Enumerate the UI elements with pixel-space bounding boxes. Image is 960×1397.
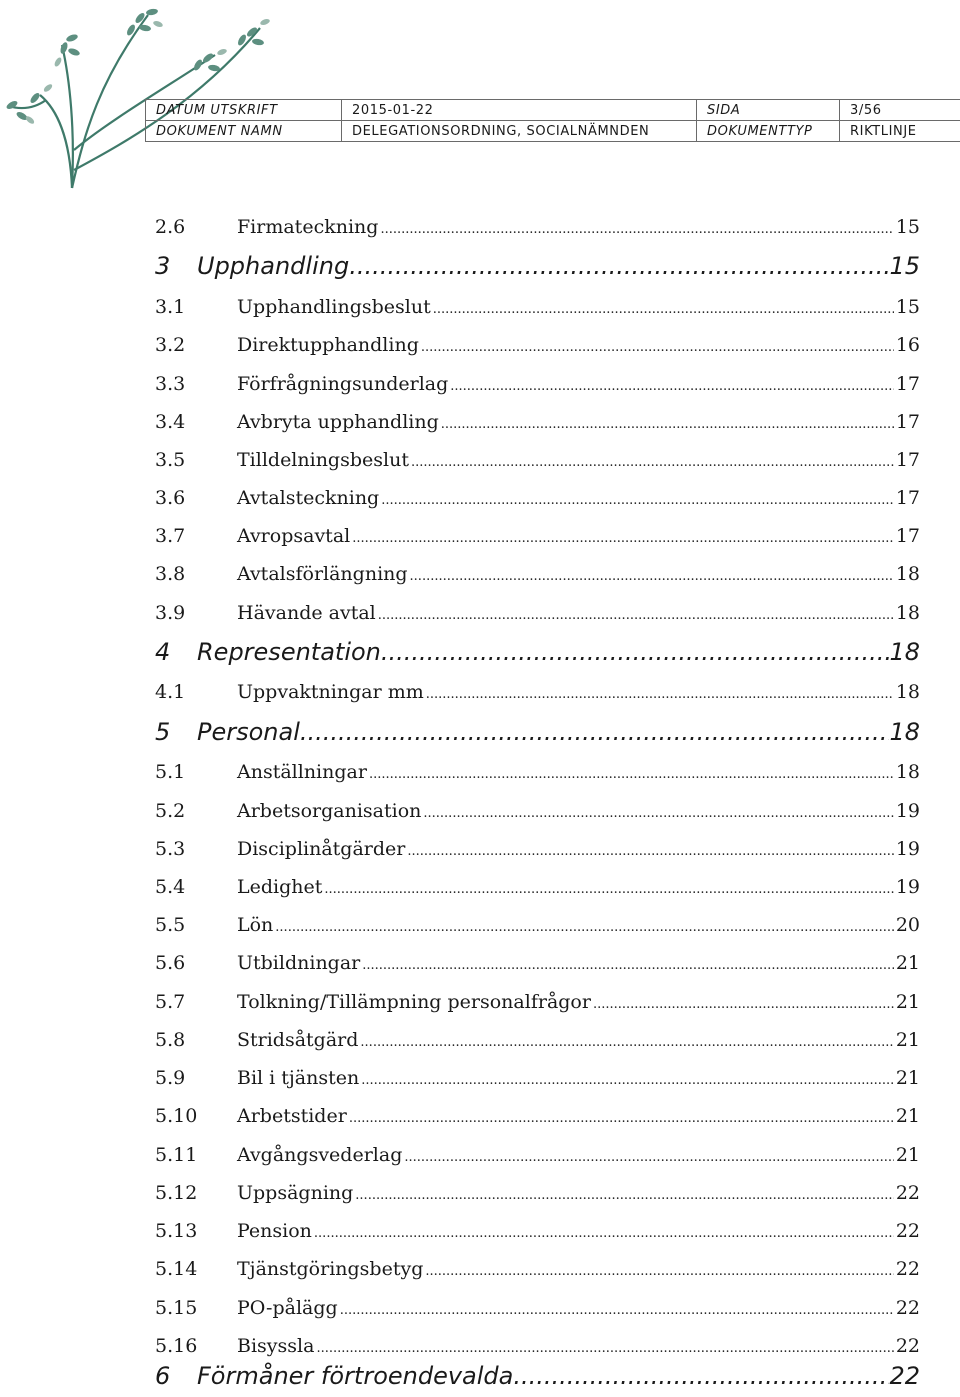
toc-leader — [378, 608, 894, 623]
toc-entry[interactable] — [155, 411, 920, 439]
toc-entry-page: 17 — [895, 411, 920, 433]
toc-chapter-title: Representation — [197, 638, 381, 666]
toc-chapter-page: 18 — [889, 638, 920, 666]
toc-entry-title: Uppsägning — [237, 1182, 354, 1204]
toc-entry-page: 22 — [895, 1182, 920, 1204]
toc-leader — [593, 997, 894, 1012]
toc-entry[interactable] — [155, 1029, 920, 1057]
toc-entry-title: Utbildningar — [237, 952, 361, 974]
toc-entry-page: 19 — [895, 876, 920, 898]
toc-leader — [349, 252, 889, 280]
page-label: SIDA — [697, 100, 840, 121]
toc-entry-title: Arbetstider — [237, 1105, 347, 1127]
toc-leader — [300, 718, 890, 746]
toc-entry-title: Disciplinåtgärder — [237, 838, 406, 860]
toc-leader — [316, 1341, 893, 1356]
toc-entry-number: 3.4 — [155, 411, 186, 433]
toc-leader — [352, 531, 894, 546]
toc-leader — [441, 417, 894, 432]
toc-entry-title: Bil i tjänsten — [237, 1067, 360, 1089]
toc-leader — [340, 1303, 894, 1318]
toc-chapter[interactable] — [155, 718, 920, 752]
toc-entry-number: 5.11 — [155, 1144, 198, 1166]
toc-entry-page: 21 — [895, 1067, 920, 1089]
toc-entry-number: 3.3 — [155, 373, 186, 395]
toc-leader — [369, 767, 894, 782]
toc-entry-title: Avropsavtal — [237, 525, 351, 547]
toc-leader — [425, 1264, 893, 1279]
toc-leader — [450, 379, 894, 394]
toc-entry[interactable] — [155, 1067, 920, 1095]
toc-entry-number: 5.12 — [155, 1182, 198, 1204]
toc-entry[interactable] — [155, 1182, 920, 1210]
toc-entry-page: 18 — [895, 761, 920, 783]
toc-leader — [380, 222, 893, 237]
toc-entry[interactable] — [155, 449, 920, 477]
toc-entry-number: 5.3 — [155, 838, 186, 860]
toc-leader — [433, 302, 894, 317]
toc-entry-title: Hävande avtal — [237, 602, 376, 624]
toc-leader — [404, 1150, 893, 1165]
toc-entry-number: 5.2 — [155, 800, 186, 822]
toc-entry-title: Avbryta upphandling — [237, 411, 439, 433]
toc-entry-number: 5.16 — [155, 1335, 198, 1357]
toc-entry-number: 5.5 — [155, 914, 186, 936]
print-date-value: 2015-01-22 — [342, 100, 697, 121]
toc-entry-page: 18 — [895, 602, 920, 624]
toc-entry-title: Direktupphandling — [237, 334, 419, 356]
toc-leader — [410, 569, 894, 584]
toc-entry-page: 22 — [895, 1220, 920, 1242]
toc-entry[interactable] — [155, 296, 920, 324]
toc-leader — [362, 958, 894, 973]
toc-entry[interactable] — [155, 563, 920, 591]
toc-entry[interactable] — [155, 1335, 920, 1363]
toc-leader — [355, 1188, 894, 1203]
toc-entry-page: 21 — [895, 991, 920, 1013]
toc-entry[interactable] — [155, 1105, 920, 1133]
toc-leader — [275, 920, 894, 935]
toc-entry-page: 15 — [895, 216, 920, 238]
toc-entry-title: Upphandlingsbeslut — [237, 296, 431, 318]
toc-entry-title: Stridsåtgärd — [237, 1029, 359, 1051]
toc-entry-page: 22 — [895, 1297, 920, 1319]
toc-entry-page: 18 — [895, 563, 920, 585]
toc-entry-page: 15 — [895, 296, 920, 318]
toc-entry-page: 21 — [895, 1105, 920, 1127]
toc-entry-page: 19 — [895, 838, 920, 860]
toc-chapter-page: 18 — [889, 718, 920, 746]
doc-name-value: DELEGATIONSORDNING, SOCIALNÄMNDEN — [342, 121, 697, 142]
toc-entry-number: 3.2 — [155, 334, 186, 356]
toc-entry[interactable] — [155, 876, 920, 904]
toc-entry[interactable] — [155, 1220, 920, 1248]
toc-leader — [360, 1035, 893, 1050]
toc-entry-title: Bisyssla — [237, 1335, 315, 1357]
toc-entry-page: 21 — [895, 952, 920, 974]
doc-type-label: DOKUMENTTYP — [697, 121, 840, 142]
toc-entry-page: 17 — [895, 449, 920, 471]
toc-entry-number: 3.7 — [155, 525, 186, 547]
toc-entry-title: Pension — [237, 1220, 312, 1242]
toc-entry[interactable] — [155, 952, 920, 980]
toc-entry-title: Firmateckning — [237, 216, 379, 238]
toc-chapter-page: 15 — [889, 252, 920, 280]
toc-chapter-title: Upphandling — [197, 252, 350, 280]
toc-leader — [314, 1226, 894, 1241]
toc-entry[interactable] — [155, 487, 920, 515]
toc-entry[interactable] — [155, 681, 920, 709]
toc-entry-number: 3.5 — [155, 449, 186, 471]
toc-entry-number: 5.6 — [155, 952, 186, 974]
toc-entry[interactable] — [155, 525, 920, 553]
toc-entry-title: Tolkning/Tillämpning personalfrågor — [237, 991, 591, 1013]
toc-entry-number: 3.8 — [155, 563, 186, 585]
toc-leader — [423, 806, 893, 821]
print-date-label: DATUM UTSKRIFT — [146, 100, 342, 121]
toc-entry-number: 4.1 — [155, 681, 186, 703]
toc-entry[interactable] — [155, 991, 920, 1019]
toc-chapter-number: 5 — [155, 718, 171, 746]
toc-leader — [381, 638, 890, 666]
toc-chapter-number: 6 — [155, 1362, 171, 1390]
toc-leader — [324, 882, 893, 897]
toc-leader — [407, 844, 893, 859]
toc-leader — [513, 1362, 889, 1390]
toc-entry[interactable] — [155, 216, 920, 244]
toc-entry[interactable] — [155, 761, 920, 789]
toc-entry-title: Avtalsteckning — [237, 487, 380, 509]
toc-entry-page: 19 — [895, 800, 920, 822]
toc-entry-title: Anställningar — [237, 761, 367, 783]
toc-entry-number: 3.6 — [155, 487, 186, 509]
toc-entry-page: 22 — [895, 1258, 920, 1280]
toc-entry-title: Tjänstgöringsbetyg — [237, 1258, 424, 1280]
doc-type-value: RIKTLINJE — [840, 121, 960, 142]
toc-entry-title: PO-pålägg — [237, 1297, 338, 1319]
toc-entry-page: 20 — [895, 914, 920, 936]
toc-chapter[interactable] — [155, 1362, 920, 1396]
toc-chapter-number: 4 — [155, 638, 171, 666]
toc-entry-page: 17 — [895, 487, 920, 509]
toc-entry-title: Arbetsorganisation — [237, 800, 422, 822]
toc-chapter-number: 3 — [155, 252, 171, 280]
toc-entry[interactable] — [155, 1297, 920, 1325]
toc-entry-page: 17 — [895, 525, 920, 547]
toc-leader — [361, 1073, 894, 1088]
toc-entry-page: 16 — [895, 334, 920, 356]
toc-entry-page: 21 — [895, 1029, 920, 1051]
toc-entry[interactable] — [155, 914, 920, 942]
toc-entry-title: Avgångsvederlag — [237, 1144, 403, 1166]
toc-chapter-page: 22 — [889, 1362, 920, 1390]
toc-entry-number: 2.6 — [155, 216, 186, 238]
toc-entry-number: 5.7 — [155, 991, 186, 1013]
toc-chapter[interactable] — [155, 252, 920, 286]
toc-entry-page: 22 — [895, 1335, 920, 1357]
toc-entry-title: Lön — [237, 914, 274, 936]
toc-entry[interactable] — [155, 800, 920, 828]
toc-entry[interactable] — [155, 838, 920, 866]
toc-leader — [421, 340, 894, 355]
toc-entry[interactable] — [155, 1144, 920, 1172]
toc-entry-title: Avtalsförlängning — [237, 563, 408, 585]
toc-entry-title: Ledighet — [237, 876, 323, 898]
toc-entry-title: Tilldelningsbeslut — [237, 449, 409, 471]
toc-entry-number: 5.15 — [155, 1297, 198, 1319]
toc-entry-title: Uppvaktningar mm — [237, 681, 424, 703]
toc-entry[interactable] — [155, 334, 920, 362]
toc-leader — [349, 1111, 894, 1126]
toc-entry-number: 3.9 — [155, 602, 186, 624]
toc-entry-number: 5.8 — [155, 1029, 186, 1051]
toc-leader — [426, 687, 894, 702]
toc-chapter[interactable] — [155, 638, 920, 672]
toc-chapter-title: Personal — [197, 718, 300, 746]
toc-entry-number: 5.13 — [155, 1220, 198, 1242]
doc-name-label: DOKUMENT NAMN — [146, 121, 342, 142]
toc-entry[interactable] — [155, 373, 920, 401]
toc-entry-number: 5.4 — [155, 876, 186, 898]
page-value: 3/56 — [840, 100, 960, 121]
toc-entry[interactable] — [155, 1258, 920, 1286]
toc-leader — [411, 455, 894, 470]
toc-entry[interactable] — [155, 602, 920, 630]
toc-entry-page: 18 — [895, 681, 920, 703]
toc-entry-number: 5.9 — [155, 1067, 186, 1089]
toc-entry-number: 3.1 — [155, 296, 186, 318]
toc-entry-number: 5.1 — [155, 761, 186, 783]
toc-entry-page: 21 — [895, 1144, 920, 1166]
toc-entry-page: 17 — [895, 373, 920, 395]
toc-entry-number: 5.14 — [155, 1258, 198, 1280]
toc-chapter-title: Förmåner förtroendevalda — [197, 1362, 514, 1390]
toc-entry-title: Förfrågningsunderlag — [237, 373, 449, 395]
toc-entry-number: 5.10 — [155, 1105, 198, 1127]
toc-leader — [381, 493, 894, 508]
